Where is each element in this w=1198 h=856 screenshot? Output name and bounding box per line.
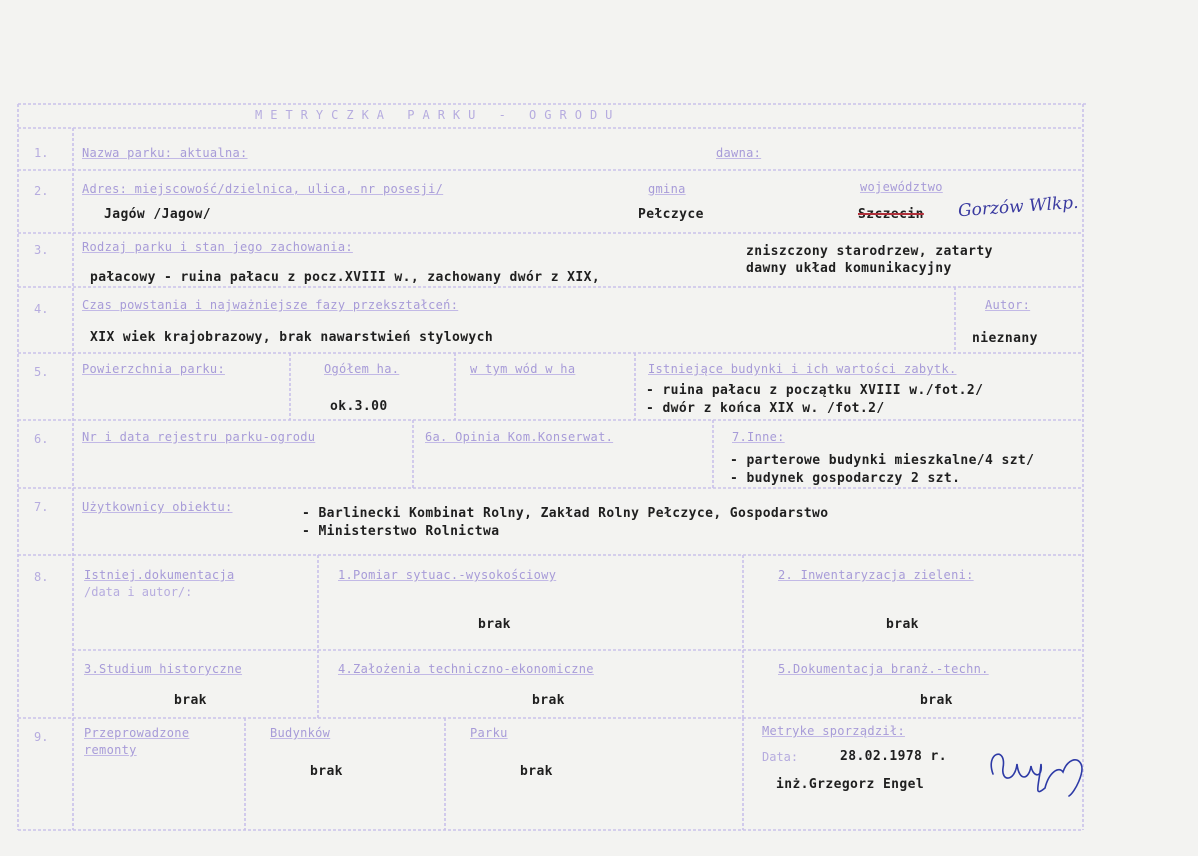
former-name-label: dawna: xyxy=(716,146,762,160)
row-number-2: 2. xyxy=(34,184,49,198)
building-item-1: - ruina pałacu z początku XVIII w./fot.2/ xyxy=(646,383,984,398)
park-renovation-value: brak xyxy=(520,764,553,779)
user-item-2: - Ministerstwo Rolnictwa xyxy=(302,524,500,539)
wojewodztwo-label: województwo xyxy=(860,180,943,194)
buildings-renovation-label: Budynków xyxy=(270,726,331,740)
survey-value: brak xyxy=(478,617,511,632)
user-item-1: - Barlinecki Kombinat Rolny, Zakład Rolny Pełczyce, Gospodarstwo xyxy=(302,506,829,521)
condition-note-2: dawny układ komunikacyjny xyxy=(746,261,952,276)
total-area-value: ok.3.00 xyxy=(330,399,388,414)
total-area-label: Ogółem ha. xyxy=(324,362,400,376)
row-number-5: 5. xyxy=(34,365,49,379)
row-number-4: 4. xyxy=(34,302,49,316)
row-number-1: 1. xyxy=(34,146,49,160)
tech-docs-value: brak xyxy=(920,693,953,708)
row-number-8: 8. xyxy=(34,570,49,584)
row-number-9: 9. xyxy=(34,730,49,744)
documentation-sublabel: /data i autor/: xyxy=(84,585,193,599)
survey-label: 1.Pomiar sytuac.-wysokościowy xyxy=(338,568,557,582)
building-item-2: - dwór z końca XIX w. /fot.2/ xyxy=(646,401,885,416)
tech-econ-label: 4.Założenia techniczno-ekonomiczne xyxy=(338,662,594,676)
documentation-label: Istniej.dokumentacja xyxy=(84,568,235,582)
area-label: Powierzchnia parku: xyxy=(82,362,225,376)
conservator-opinion-label: 6a. Opinia Kom.Konserwat. xyxy=(425,430,614,444)
row-number-3: 3. xyxy=(34,243,49,257)
address-label: Adres: miejscowość/dzielnica, ulica, nr posesji/ xyxy=(82,182,444,196)
author-value: nieznany xyxy=(972,331,1038,346)
park-type-label: Rodzaj parku i stan jego zachowania: xyxy=(82,240,353,254)
tech-econ-value: brak xyxy=(532,693,565,708)
origin-value: XIX wiek krajobrazowy, brak nawarstwień stylowych xyxy=(90,330,494,345)
handwritten-wojewodztwo: Gorzów Wlkp. xyxy=(957,192,1080,222)
buildings-renovation-value: brak xyxy=(310,764,343,779)
greenery-inventory-value: brak xyxy=(886,617,919,632)
park-renovation-label: Parku xyxy=(470,726,508,740)
prepared-by-label: Metryke sporządził: xyxy=(762,724,905,738)
buildings-label: Istniejące budynki i ich wartości zabytk. xyxy=(648,362,957,376)
date-value: 28.02.1978 r. xyxy=(840,749,947,764)
signature xyxy=(985,742,1095,802)
renovations-sublabel: remonty xyxy=(84,743,137,757)
renovations-label: Przeprowadzone xyxy=(84,726,190,740)
condition-note-1: zniszczony starodrzew, zatarty xyxy=(746,244,993,259)
park-type-value: pałacowy - ruina pałacu z pocz.XVIII w., zachowany dwór z XIX, xyxy=(90,270,601,285)
users-label: Użytkownicy obiektu: xyxy=(82,500,233,514)
register-label: Nr i data rejestru parku-ogrodu xyxy=(82,430,316,444)
form-title: METRYCZKA PARKU - OGRODU xyxy=(255,108,621,122)
historical-study-value: brak xyxy=(174,693,207,708)
park-name-label: Nazwa parku: aktualna: xyxy=(82,146,248,160)
other-item-1: - parterowe budynki mieszkalne/4 szt/ xyxy=(730,453,1035,468)
gmina-label: gmina xyxy=(648,182,686,196)
origin-label: Czas powstania i najważniejsze fazy przekształceń: xyxy=(82,298,459,312)
row-number-6: 6. xyxy=(34,432,49,446)
tech-docs-label: 5.Dokumentacja branż.-techn. xyxy=(778,662,989,676)
greenery-inventory-label: 2. Inwentaryzacja zieleni: xyxy=(778,568,974,582)
other-item-2: - budynek gospodarczy 2 szt. xyxy=(730,471,961,486)
author-name: inż.Grzegorz Engel xyxy=(776,777,925,792)
wojewodztwo-value: Szczecin xyxy=(858,207,924,222)
address-value: Jagów /Jagow/ xyxy=(104,207,211,222)
gmina-value: Pełczyce xyxy=(638,207,704,222)
row-number-7: 7. xyxy=(34,500,49,514)
date-label: Data: xyxy=(762,750,799,764)
historical-study-label: 3.Studium historyczne xyxy=(84,662,243,676)
water-area-label: w tym wód w ha xyxy=(470,362,576,376)
other-label: 7.Inne: xyxy=(732,430,785,444)
author-label: Autor: xyxy=(985,298,1031,312)
